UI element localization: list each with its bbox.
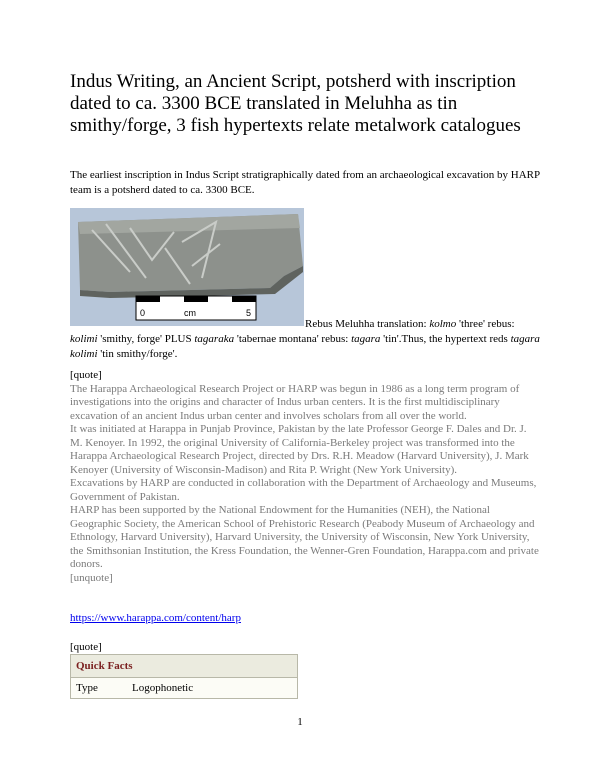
quote-close-marker: [unquote] [70,571,113,584]
fact-value: Logophonetic [132,682,194,694]
harp-link[interactable]: https://www.harappa.com/content/harp [70,612,241,624]
quick-facts-table [70,654,298,699]
rebus-text: 'tabernae montana' rebus: [234,333,352,345]
quote-paragraph: It was initiated at Harappa in Punjab Province, Pakistan by the late Professor George F. Dales and Dr. J. M. Kenoyer. In 1992, the original University of California-Berkeley project was transformed into the Harappa Archaeological Research Project, directed by Drs. R.H. Meadow (Harvard University), J. Mark Kenoyer (University of Wisconsin-Madison) and Rita P. Wright (New York University). [70,423,529,476]
fact-key: Type [76,682,98,694]
page-number: 1 [297,716,303,728]
quick-facts-row [71,678,297,698]
rebus-text: 'tin'.Thus, the hypertext reds [380,333,511,345]
rebus-term: tagara kolimi [70,333,540,360]
rebus-text: 'three' rebus: [456,318,515,330]
rebus-text: 'smithy, forge' PLUS [97,333,195,345]
rebus-translation [70,317,540,362]
rebus-term: kolimi [70,333,98,345]
rebus-text: Rebus Meluhha translation: [305,318,430,330]
scale-label-5: 5 [246,308,252,318]
scale-label-0: 0 [140,308,146,318]
potsherd-photo [70,208,304,326]
document-title: Indus Writing, an Ancient Script, potsherd with inscription dated to ca. 3300 BCE translated in Meluhha as tin smithy/forge, 3 fish hypertexts relate metalwork catalogues [70,71,521,136]
quote-open-marker: [quote] [70,369,102,381]
rebus-text: 'tin smithy/forge'. [97,348,178,360]
quote-open-marker-2: [quote] [70,641,102,653]
quick-facts-heading: Quick Facts [71,655,297,678]
harp-quote [70,369,540,585]
quote-paragraph: HARP has been supported by the National Endowment for the Humanities (NEH), the National Geographic Society, the American School of Prehistoric Research (Peabody Museum of Archaeology and Ethnology, Harvard University), Harvard University, the University of Wisconsin, New York University, the Smithsonian Institution, the Kress Foundation, the Wenner-Gren Foundation, Harappa.com and private donors. [70,504,539,570]
potsherd-image [70,208,304,326]
intro-paragraph: The earliest inscription in Indus Script stratigraphically dated from an archaeological excavation by HARP team is a potsherd dated to ca. 3300 BCE. [70,169,540,196]
quote-paragraph: The Harappa Archaeological Research Project or HARP was begun in 1986 as a long term program of investigations into the origins and character of Indus urban centers. It is the first multidisciplinary excavation of an ancient Indus urban center and involves scholars from all over the world. [70,382,520,422]
quote-paragraph: Excavations by HARP are conducted in collaboration with the Department of Archaeology and Museums, Government of Pakistan. [70,477,537,503]
rebus-term: tagara [351,333,381,345]
rebus-term: tagaraka [194,333,235,345]
rebus-term: kolmo [429,318,457,330]
scale-label-cm: cm [184,308,196,318]
